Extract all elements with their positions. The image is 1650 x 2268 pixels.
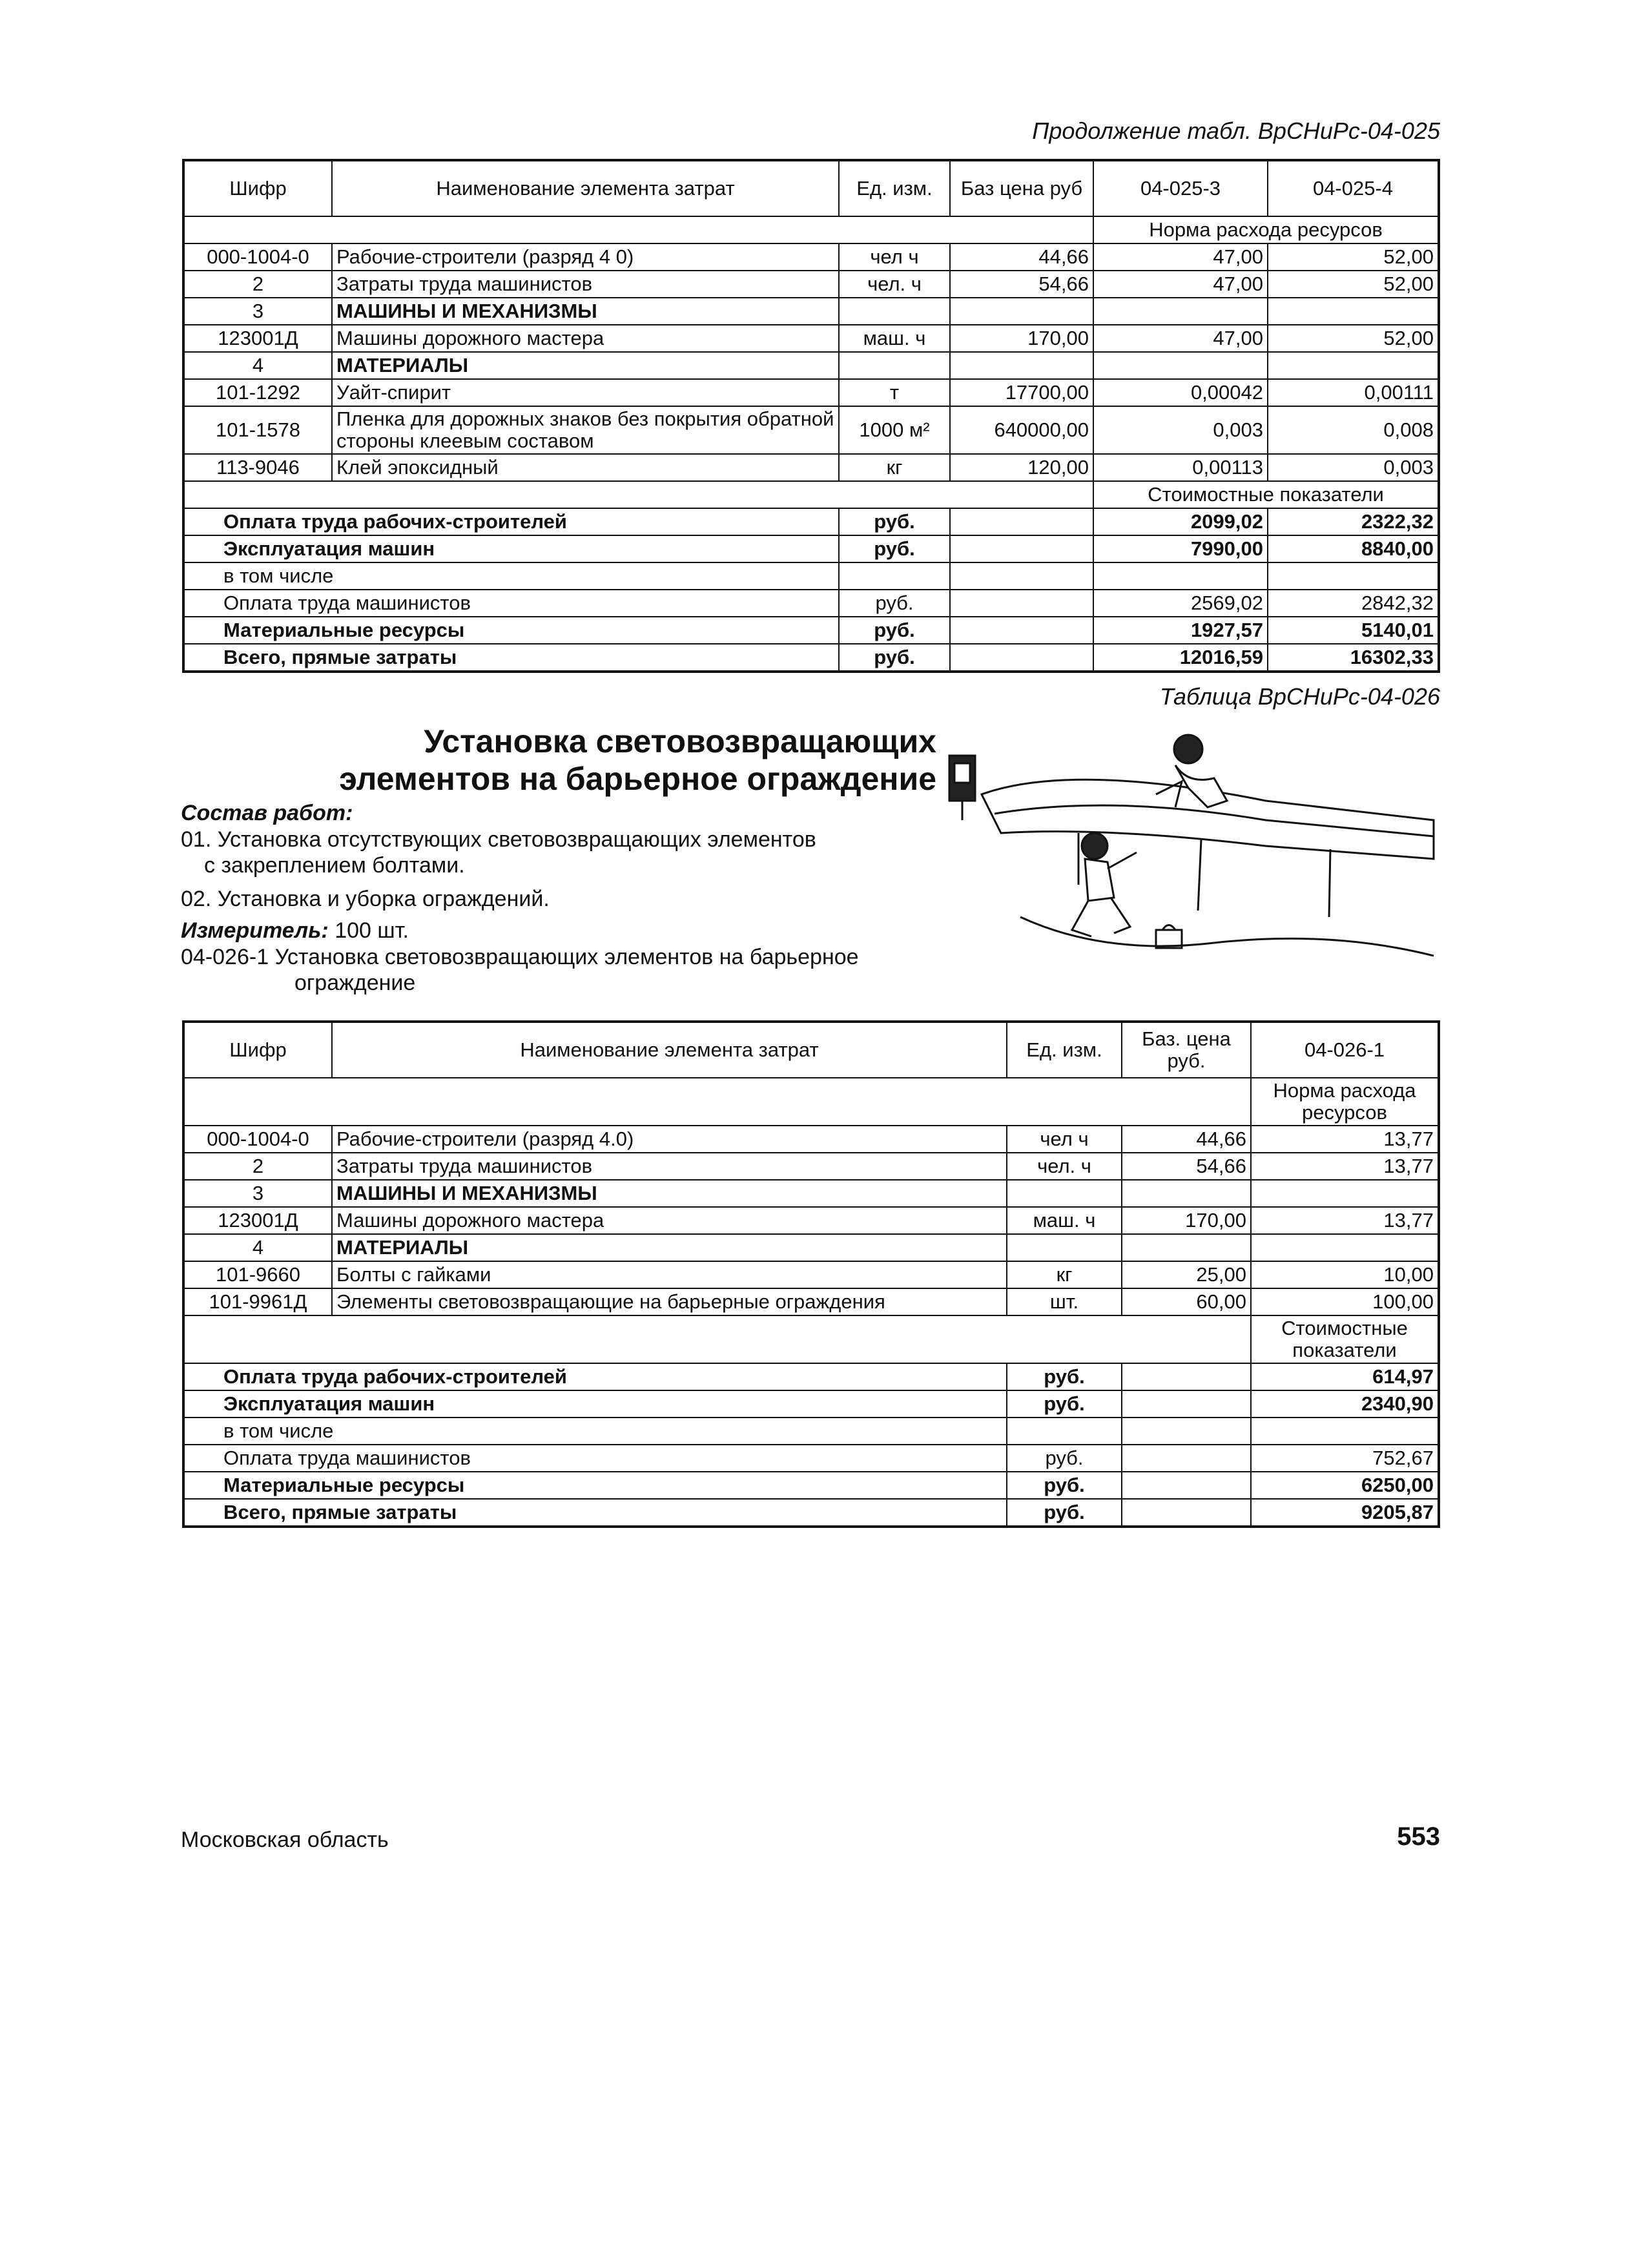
cost-row-name: Эксплуатация машин	[183, 535, 839, 562]
cost-label-row	[183, 1315, 1439, 1363]
row-name: МАШИНЫ И МЕХАНИЗМЫ	[332, 298, 839, 325]
row-code: 113-9046	[183, 454, 332, 481]
cost-row-unit: руб.	[1007, 1363, 1122, 1390]
row-value-v1: 13,77	[1251, 1126, 1439, 1153]
row-name: Элементы световозвращающие на барьерные ограждения	[332, 1288, 1007, 1315]
row-value-v2	[1268, 298, 1439, 325]
cost-row	[183, 617, 1439, 644]
row-code: 000-1004-0	[183, 243, 332, 271]
row-unit: чел ч	[1007, 1126, 1122, 1153]
row-value-v1: 47,00	[1093, 325, 1268, 352]
cost-row-value-v1	[1093, 562, 1268, 590]
header-name: Наименование элемента затрат	[332, 160, 839, 216]
row-name: Болты с гайками	[332, 1261, 1007, 1288]
cost-row-name: Всего, прямые затраты	[183, 644, 839, 672]
row-code: 4	[183, 1234, 332, 1261]
cost-row-name: в том числе	[183, 1418, 1007, 1445]
cost-row-price	[950, 590, 1093, 617]
norm-spacer	[183, 216, 1093, 243]
cost-row	[183, 535, 1439, 562]
cost-row-unit: руб.	[1007, 1390, 1122, 1418]
cost-row	[183, 644, 1439, 672]
norm-label: Норма расхода ресурсов	[1093, 216, 1439, 243]
header-name: Наименование элемента затрат	[332, 1022, 1007, 1078]
norm-spacer	[183, 1078, 1251, 1126]
row-price: 25,00	[1122, 1261, 1251, 1288]
cost-row-name: Материальные ресурсы	[183, 617, 839, 644]
cost-row-price	[1122, 1363, 1251, 1390]
cost-spacer	[183, 1315, 1251, 1363]
cost-row	[183, 590, 1439, 617]
header-unit: Ед. изм.	[839, 160, 950, 216]
row-value-v1	[1251, 1234, 1439, 1261]
cost-row-value-v2: 16302,33	[1268, 644, 1439, 672]
cost-row-price	[950, 562, 1093, 590]
row-name: МАТЕРИАЛЫ	[332, 352, 839, 379]
header-price: Баз цена руб	[950, 160, 1093, 216]
cost-row-price	[1122, 1418, 1251, 1445]
table-row	[183, 1234, 1439, 1261]
norm-label-row	[183, 1078, 1439, 1126]
cost-row-price	[950, 535, 1093, 562]
cost-table-04-026	[182, 1020, 1440, 1528]
row-unit: маш. ч	[839, 325, 950, 352]
heading-line-2: элементов на барьерное ограждение	[339, 760, 936, 797]
cost-row-value-v1	[1251, 1418, 1439, 1445]
row-price	[1122, 1180, 1251, 1207]
row-price	[950, 298, 1093, 325]
header-price: Баз. цена руб.	[1122, 1022, 1251, 1078]
cost-row	[183, 1363, 1439, 1390]
cost-row-price	[1122, 1472, 1251, 1499]
cost-row	[183, 1445, 1439, 1472]
table-row	[183, 243, 1439, 271]
cost-row-value-v1: 7990,00	[1093, 535, 1268, 562]
cost-row	[183, 1418, 1439, 1445]
cost-row-unit: руб.	[1007, 1472, 1122, 1499]
row-code: 123001Д	[183, 325, 332, 352]
row-price: 17700,00	[950, 379, 1093, 406]
row-name: Рабочие-строители (разряд 4.0)	[332, 1126, 1007, 1153]
row-value-v1: 13,77	[1251, 1207, 1439, 1234]
row-unit	[1007, 1180, 1122, 1207]
measure-value: 100 шт.	[335, 918, 409, 943]
work-composition-label: Состав работ:	[181, 801, 353, 825]
row-value-v1: 47,00	[1093, 271, 1268, 298]
row-value-v1	[1093, 352, 1268, 379]
row-value-v1: 47,00	[1093, 243, 1268, 271]
row-price: 44,66	[1122, 1126, 1251, 1153]
row-value-v1	[1093, 298, 1268, 325]
continuation-title: Продолжение табл. ВрСНиРс-04-025	[1032, 118, 1440, 144]
table-row	[183, 325, 1439, 352]
cost-row-price	[950, 644, 1093, 672]
header-unit: Ед. изм.	[1007, 1022, 1122, 1078]
subtitle-text-2: ограждение	[294, 971, 416, 995]
cost-row-value-v1: 6250,00	[1251, 1472, 1439, 1499]
row-name: Затраты труда машинистов	[332, 271, 839, 298]
cost-row-value-v1: 12016,59	[1093, 644, 1268, 672]
cost-row-unit: руб.	[839, 644, 950, 672]
section-heading	[213, 723, 936, 798]
header-col-04-025-4: 04-025-4	[1268, 160, 1439, 216]
measure-label: Измеритель:	[181, 918, 329, 943]
row-price: 44,66	[950, 243, 1093, 271]
row-name: Клей эпоксидный	[332, 454, 839, 481]
cost-row-unit: руб.	[839, 535, 950, 562]
footer-region: Московская область	[181, 1828, 389, 1852]
row-value-v2	[1268, 352, 1439, 379]
row-name: Пленка для дорожных знаков без покрытия обратной стороны клеевым составом	[332, 406, 839, 454]
row-name: Уайт-спирит	[332, 379, 839, 406]
row-value-v1: 10,00	[1251, 1261, 1439, 1288]
workers-illustration	[943, 723, 1447, 969]
cost-row-value-v2	[1268, 562, 1439, 590]
cost-row-name: в том числе	[183, 562, 839, 590]
row-unit: чел ч	[839, 243, 950, 271]
subtitle-code: 04-026-1	[181, 945, 269, 969]
cost-row-price	[1122, 1390, 1251, 1418]
row-price: 54,66	[950, 271, 1093, 298]
table-row	[183, 1180, 1439, 1207]
row-unit	[1007, 1234, 1122, 1261]
table-row	[183, 379, 1439, 406]
row-price	[950, 352, 1093, 379]
table-row	[183, 1261, 1439, 1288]
row-unit	[839, 352, 950, 379]
table-row	[183, 1126, 1439, 1153]
cost-row-value-v2: 8840,00	[1268, 535, 1439, 562]
row-price: 640000,00	[950, 406, 1093, 454]
row-value-v1: 0,003	[1093, 406, 1268, 454]
row-code: 000-1004-0	[183, 1126, 332, 1153]
row-value-v2: 52,00	[1268, 325, 1439, 352]
cost-label: Стоимостные показатели	[1093, 481, 1439, 508]
row-price: 170,00	[950, 325, 1093, 352]
cost-row-unit: руб.	[839, 508, 950, 535]
cost-row-price	[1122, 1445, 1251, 1472]
table-row	[183, 298, 1439, 325]
row-code: 2	[183, 1153, 332, 1180]
row-price: 60,00	[1122, 1288, 1251, 1315]
work-item-02: 02. Установка и уборка ограждений.	[181, 887, 550, 911]
row-price	[1122, 1234, 1251, 1261]
cost-row-value-v1: 752,67	[1251, 1445, 1439, 1472]
work-item-01: 01. Установка отсутствующих световозвращающих элементов	[181, 827, 816, 852]
subtitle	[181, 944, 943, 996]
row-value-v1: 100,00	[1251, 1288, 1439, 1315]
cost-row-unit	[839, 562, 950, 590]
row-unit	[839, 298, 950, 325]
row-value-v2: 0,00111	[1268, 379, 1439, 406]
row-name: Машины дорожного мастера	[332, 325, 839, 352]
row-name: Затраты труда машинистов	[332, 1153, 1007, 1180]
header-col-04-025-3: 04-025-3	[1093, 160, 1268, 216]
row-name: Рабочие-строители (разряд 4 0)	[332, 243, 839, 271]
work-item-01-cont: с закреплением болтами.	[204, 853, 465, 878]
row-code: 3	[183, 298, 332, 325]
table-row	[183, 1153, 1439, 1180]
row-code: 101-1578	[183, 406, 332, 454]
cost-row-price	[950, 508, 1093, 535]
cost-row-name: Всего, прямые затраты	[183, 1499, 1007, 1527]
cost-row-value-v2: 2842,32	[1268, 590, 1439, 617]
row-unit: кг	[839, 454, 950, 481]
measure	[181, 918, 409, 943]
table-header-row	[183, 160, 1439, 216]
cost-row-unit: руб.	[839, 617, 950, 644]
heading-line-1: Установка световозвращающих	[424, 723, 936, 759]
cost-row-value-v2: 2322,32	[1268, 508, 1439, 535]
row-code: 101-9961Д	[183, 1288, 332, 1315]
row-value-v1	[1251, 1180, 1439, 1207]
table-row	[183, 1207, 1439, 1234]
row-price: 170,00	[1122, 1207, 1251, 1234]
cost-row	[183, 508, 1439, 535]
cost-spacer	[183, 481, 1093, 508]
cost-row-name: Материальные ресурсы	[183, 1472, 1007, 1499]
table-row	[183, 1288, 1439, 1315]
cost-row-unit: руб.	[1007, 1445, 1122, 1472]
cost-row-value-v1: 2569,02	[1093, 590, 1268, 617]
cost-row-name: Оплата труда рабочих-строителей	[183, 1363, 1007, 1390]
row-unit: чел. ч	[1007, 1153, 1122, 1180]
table-row	[183, 454, 1439, 481]
row-name: МАШИНЫ И МЕХАНИЗМЫ	[332, 1180, 1007, 1207]
cost-row-value-v1: 614,97	[1251, 1363, 1439, 1390]
cost-row-unit: руб.	[839, 590, 950, 617]
row-value-v2: 0,003	[1268, 454, 1439, 481]
row-unit: маш. ч	[1007, 1207, 1122, 1234]
table-row	[183, 271, 1439, 298]
header-col-04-026-1: 04-026-1	[1251, 1022, 1439, 1078]
cost-row-value-v1: 1927,57	[1093, 617, 1268, 644]
norm-label: Норма расхода ресурсов	[1251, 1078, 1439, 1126]
cost-row-price	[950, 617, 1093, 644]
row-value-v1: 0,00113	[1093, 454, 1268, 481]
cost-label-row	[183, 481, 1439, 508]
cost-label: Стоимостные показатели	[1251, 1315, 1439, 1363]
subtitle-text: Установка световозвращающих элементов на барьерное	[274, 945, 859, 969]
table-title-04-026: Таблица ВрСНиРс-04-026	[1159, 683, 1440, 710]
row-unit: 1000 м²	[839, 406, 950, 454]
cost-row-name: Оплата труда рабочих-строителей	[183, 508, 839, 535]
header-code: Шифр	[183, 1022, 332, 1078]
cost-row-value-v1: 2340,90	[1251, 1390, 1439, 1418]
row-code: 3	[183, 1180, 332, 1207]
table-row	[183, 352, 1439, 379]
cost-row	[183, 1499, 1439, 1527]
cost-row-value-v1: 9205,87	[1251, 1499, 1439, 1527]
row-value-v2: 0,008	[1268, 406, 1439, 454]
cost-row-name: Оплата труда машинистов	[183, 1445, 1007, 1472]
row-unit: чел. ч	[839, 271, 950, 298]
cost-row-price	[1122, 1499, 1251, 1527]
row-code: 4	[183, 352, 332, 379]
cost-row-value-v2: 5140,01	[1268, 617, 1439, 644]
row-price: 54,66	[1122, 1153, 1251, 1180]
table-row	[183, 406, 1439, 454]
cost-row-name: Эксплуатация машин	[183, 1390, 1007, 1418]
row-value-v1: 0,00042	[1093, 379, 1268, 406]
page-number: 553	[1397, 1822, 1440, 1851]
cost-row	[183, 562, 1439, 590]
row-price: 120,00	[950, 454, 1093, 481]
row-name: МАТЕРИАЛЫ	[332, 1234, 1007, 1261]
row-value-v2: 52,00	[1268, 271, 1439, 298]
norm-label-row	[183, 216, 1439, 243]
row-unit: шт.	[1007, 1288, 1122, 1315]
row-code: 101-1292	[183, 379, 332, 406]
header-code: Шифр	[183, 160, 332, 216]
cost-row	[183, 1472, 1439, 1499]
row-value-v1: 13,77	[1251, 1153, 1439, 1180]
row-code: 2	[183, 271, 332, 298]
cost-row-value-v1: 2099,02	[1093, 508, 1268, 535]
row-name: Машины дорожного мастера	[332, 1207, 1007, 1234]
cost-row-name: Оплата труда машинистов	[183, 590, 839, 617]
table-header-row	[183, 1022, 1439, 1078]
cost-row-unit	[1007, 1418, 1122, 1445]
row-code: 123001Д	[183, 1207, 332, 1234]
row-unit: т	[839, 379, 950, 406]
cost-table-04-025	[182, 159, 1440, 673]
row-unit: кг	[1007, 1261, 1122, 1288]
row-code: 101-9660	[183, 1261, 332, 1288]
row-value-v2: 52,00	[1268, 243, 1439, 271]
cost-row	[183, 1390, 1439, 1418]
cost-row-unit: руб.	[1007, 1499, 1122, 1527]
